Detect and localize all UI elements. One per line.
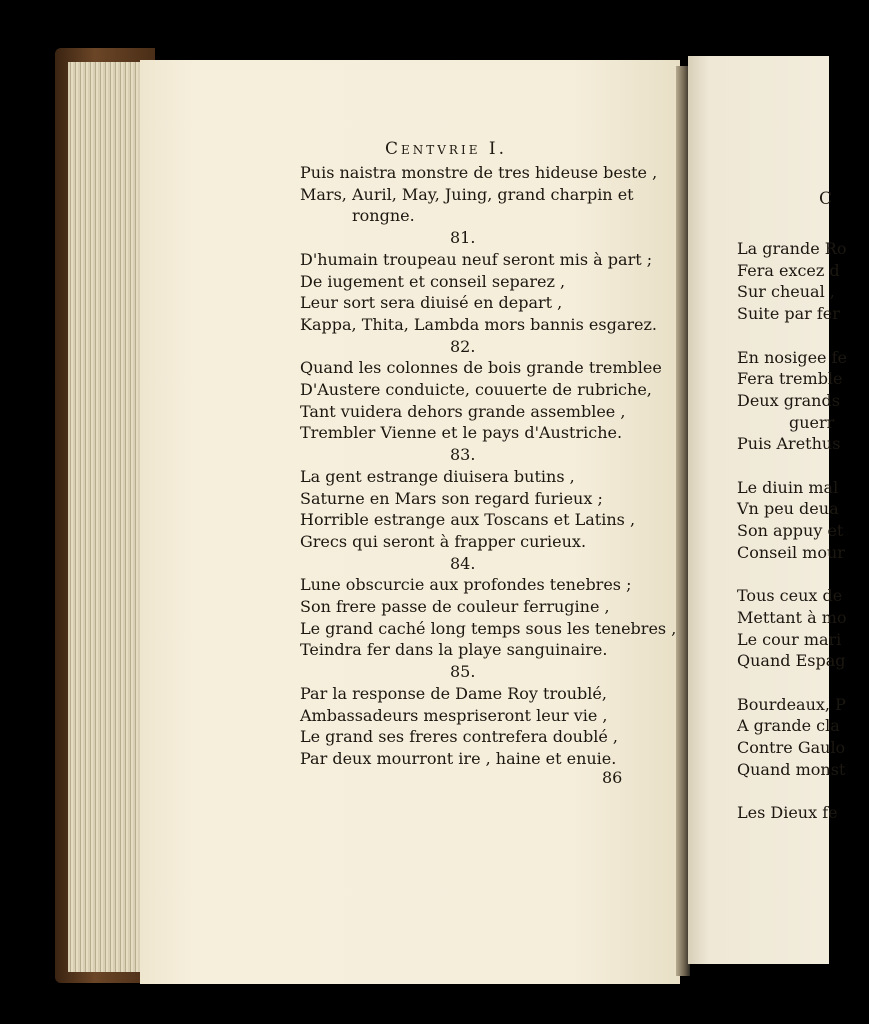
verse-line: rongne. <box>352 206 415 226</box>
verse-line: Par la response de Dame Roy troublé, <box>300 683 607 703</box>
verse-line: Puis Arethus <box>737 434 841 454</box>
verse-line: Fera excez d <box>737 260 840 280</box>
verse-gap <box>737 672 847 694</box>
verse-line: Saturne en Mars son regard furieux ; <box>300 488 603 508</box>
verse-gap <box>737 325 847 347</box>
verse-line: Mettant à mo <box>737 607 847 627</box>
verse-line: Le grand ses freres contrefera doublé , <box>300 727 618 747</box>
verse-gap <box>737 564 847 586</box>
verse-line: Le cour mari <box>737 629 842 649</box>
verse-line: En nosigee fe <box>737 347 847 367</box>
verse-line: Son frere passe de couleur ferrugine , <box>300 597 610 617</box>
verse-line: Sur cheual , <box>737 282 835 302</box>
verse-line: Vn peu deua <box>737 499 839 519</box>
verse-line: Grecs qui seront à frapper curieux. <box>300 531 587 551</box>
quatrain-number: 83. <box>450 445 476 465</box>
catchword: 86 <box>602 768 623 787</box>
verse-line: La gent estrange diuisera butins , <box>300 466 575 486</box>
verse-line: Quand Espag <box>737 651 846 671</box>
verse-line: Leur sort sera diuisé en depart , <box>300 293 563 313</box>
verse-line: Lune obscurcie aux profondes tenebres ; <box>300 575 632 595</box>
verse-line: Suite par fer <box>737 304 840 324</box>
page-edges <box>68 62 150 972</box>
verse-line: Conseil mour <box>737 542 845 562</box>
verse-line: Fera tremble <box>737 369 843 389</box>
verse-line: A grande cla <box>737 716 840 736</box>
quatrain-number: 82. <box>450 336 476 356</box>
quatrain-number: 81. <box>450 228 476 248</box>
verse-line: Les Dieux fe <box>737 803 838 823</box>
page-header: Centvrie I. <box>385 139 507 159</box>
verse-line: Tant vuidera dehors grande assemblee , <box>300 401 626 421</box>
verse-line: Contre Gaulo <box>737 738 846 758</box>
verse-line: D'Austere conduicte, couuerte de rubriche, <box>300 380 652 400</box>
verse-line: Kappa, Thita, Lambda mors bannis esgarez. <box>300 314 658 334</box>
verse-line: Teindra fer dans la playe sanguinaire. <box>300 640 608 660</box>
verse-line: Quand monst <box>737 759 846 779</box>
quatrain-number: 85. <box>450 662 476 682</box>
verse-line: guerr <box>789 412 835 432</box>
verse-line: Par deux mourront ire , haine et enuie. <box>300 748 617 768</box>
verse-line: De iugement et conseil separez , <box>300 271 566 291</box>
right-page-verses <box>737 238 847 824</box>
verse-gap <box>737 781 847 803</box>
verse-line: Quand les colonnes de bois grande tremblee <box>300 358 662 378</box>
verse-line: Deux grands <box>737 390 840 410</box>
verse-line: Mars, Auril, May, Juing, grand charpin et <box>300 184 634 204</box>
verse-line: Le grand caché long temps sous les tenebres , <box>300 618 677 638</box>
verse-line: D'humain troupeau neuf seront mis à part ; <box>300 249 653 269</box>
verse-line: Bourdeaux, P <box>737 694 846 714</box>
quatrain-number: 84. <box>450 553 476 573</box>
verse-gap <box>737 455 847 477</box>
verse-line: Son appuy et <box>737 521 844 541</box>
verse-line: La grande Ro <box>737 239 847 258</box>
verse-line: Ambassadeurs mespriseront leur vie , <box>300 705 608 725</box>
verse-line: Trembler Vienne et le pays d'Austriche. <box>300 423 623 443</box>
verse-line: Puis naistra monstre de tres hideuse beste , <box>300 163 658 182</box>
right-page <box>688 56 847 964</box>
verse-line: Tous ceux de <box>737 586 843 606</box>
verse-line: Le diuin mal <box>737 477 839 497</box>
right-page-header: C <box>819 189 833 209</box>
verse-block <box>300 162 677 770</box>
verse-line: Horrible estrange aux Toscans et Latins , <box>300 510 636 530</box>
